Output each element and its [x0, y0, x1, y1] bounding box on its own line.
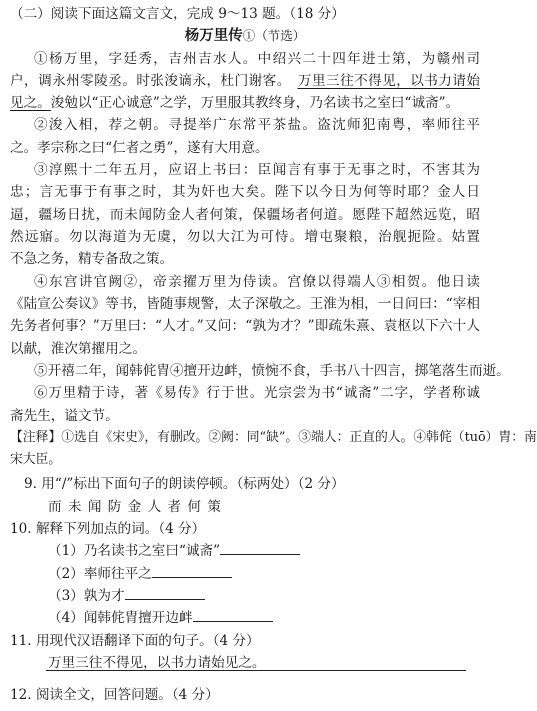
- annotation-line: 宋大臣。: [10, 452, 62, 467]
- answer-blank[interactable]: [220, 540, 300, 555]
- passage-line: ③淳熙十二年五月，应诏上书曰：臣闻言有事于无事之时，不害其为: [34, 162, 480, 178]
- answer-line[interactable]: [46, 670, 466, 671]
- passage-line: ①杨万里，字廷秀，吉州吉水人。中绍兴二十四年进士第，为赣州司: [34, 51, 480, 67]
- title-text: 杨万里传: [184, 27, 243, 44]
- passage-line: 斋先生，谥文节。: [10, 408, 119, 424]
- question-10-item-text: （4）闻韩侂胄擅开边衅: [48, 610, 193, 626]
- passage-line: 先务者何事？”万里曰：“人才。”又问：“孰为才？”即疏朱熹、袁枢以下六十人: [10, 318, 480, 334]
- question-9: 9. 用“/”标出下面句子的朗读停顿。（标两处）（2 分）: [24, 476, 345, 492]
- answer-blank[interactable]: [193, 607, 273, 622]
- passage-line: ④东宫讲官阙②，帝亲擢万里为侍读。宫僚以得端人③相贺。他日读: [34, 274, 480, 290]
- passage-text: 浚勉以“正心诚意”之学，万里服其教终身，乃名读书之室曰“诚斋”。: [50, 95, 460, 111]
- title-note: ①（节选）: [242, 28, 306, 43]
- passage-line: [10, 69, 480, 93]
- passage-line: 《陆宣公奏议》等书，皆随事规警，太子深敬之。王淮为相，一日问曰：“宰相: [10, 296, 480, 312]
- question-10-item: [48, 606, 480, 630]
- passage-text: 户，调永州零陵丞。时张浚谪永，杜门谢客。: [10, 73, 291, 89]
- answer-blank[interactable]: [152, 563, 232, 578]
- question-9-sentence: 而 未 闻 防 金 人 者 何 策: [48, 499, 222, 515]
- passage-title: [0, 24, 490, 48]
- passage-line: 忠；言无事于有事之时，其为奸也大矣。陛下以今日为何等时耶？金人日: [10, 184, 480, 200]
- passage-line: 以献，淮次第擢用之。: [10, 341, 146, 357]
- passage-line: ⑥万里精于诗，著《易传》行于世。光宗尝为书“诚斋”二字，学者称诚: [34, 385, 480, 401]
- passage-line: 逼，疆场日扰，而未闻防金人者何策，保疆场者何道。愿陛下超然远览，昭: [10, 207, 480, 223]
- question-11: 11. 用现代汉语翻译下面的句子。（4 分）: [10, 633, 260, 649]
- underlined-sentence: 万里三往不得见，以书力请始: [297, 73, 481, 89]
- question-10-item-text: （1）乃名读书之室曰“诚斋”: [48, 543, 221, 559]
- passage-line: ⑤开禧二年，闻韩侂胄④擅开边衅，愤惋不食，手书八十四言，掷笔落生而逝。: [34, 363, 510, 379]
- question-10: 10. 解释下列加点的词。（4 分）: [10, 521, 206, 537]
- question-10-item-text: （2）率师往平之: [48, 566, 152, 582]
- passage-line: 不急之务，精专备敌之策。: [10, 251, 174, 267]
- question-10-item: [48, 584, 480, 608]
- passage-line: [10, 91, 480, 115]
- underlined-sentence-end: 见之。: [10, 95, 51, 111]
- passage-line: 之。孝宗称之曰“仁者之勇”，遂有大用意。: [10, 140, 269, 156]
- question-10-item: [48, 539, 480, 563]
- question-10-item: [48, 562, 480, 586]
- passage-line: ②浚入相，荐之朝。寻提举广东常平茶盐。盗沈师犯南粤，率师往平: [34, 117, 480, 133]
- answer-blank[interactable]: [125, 585, 205, 600]
- question-11-sentence: 万里三往不得见，以书力请始见之。: [48, 655, 266, 671]
- question-10-item-text: （3）孰为才: [48, 588, 125, 604]
- annotation-line: 【注释】①选自《宋史》，有删改。②阙：同“缺”。③端人：正直的人。④韩侂（tuō）胄：南: [10, 430, 537, 445]
- passage-line: 然远寤。勿以海道为无虞，勿以大江为可恃。增屯聚粮，治舰扼险。姑置: [10, 229, 480, 245]
- question-12: 12. 阅读全文，回答问题。（4 分）: [10, 687, 219, 703]
- section-header: （二）阅读下面这篇文言文，完成 9～13 题。（18 分）: [10, 6, 345, 22]
